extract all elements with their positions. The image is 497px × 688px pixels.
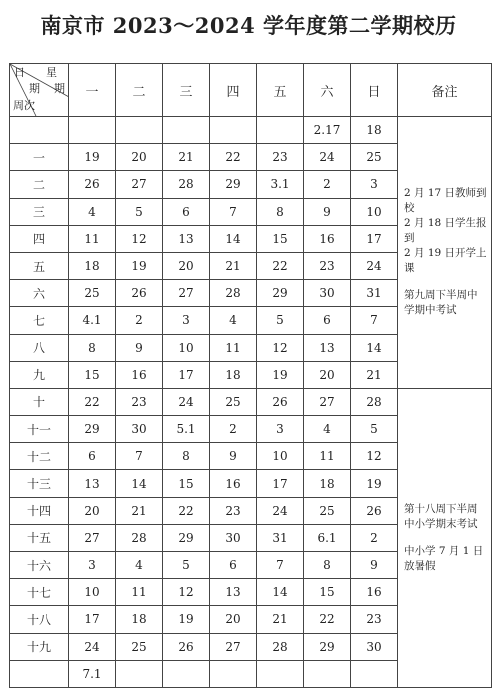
day-cell: 29: [210, 171, 257, 198]
day-cell: 23: [116, 388, 163, 415]
day-cell: 7.1: [69, 660, 116, 687]
week-number: 十六: [10, 552, 69, 579]
day-cell: 11: [69, 225, 116, 252]
day-cell: 2.17: [304, 117, 351, 144]
day-cell: 21: [210, 252, 257, 279]
day-cell: 25: [116, 633, 163, 660]
day-cell: 29: [69, 416, 116, 443]
remarks-first-half: [398, 117, 492, 389]
day-cell: 28: [210, 280, 257, 307]
week-number: 十七: [10, 579, 69, 606]
header-remarks: 备注: [398, 64, 492, 117]
day-cell: 16: [351, 579, 398, 606]
day-cell: 22: [163, 497, 210, 524]
day-cell: 28: [116, 524, 163, 551]
day-cell: 12: [116, 225, 163, 252]
day-cell: 14: [210, 225, 257, 252]
header-row: [10, 64, 492, 117]
day-cell: 29: [304, 633, 351, 660]
day-cell: 4: [69, 198, 116, 225]
day-cell: 4: [304, 416, 351, 443]
header-sat: 六: [304, 64, 351, 117]
day-cell: 18: [351, 117, 398, 144]
day-cell: 29: [257, 280, 304, 307]
remark-teacher-arrival: 2 月 17 日教师到校: [404, 187, 487, 215]
day-cell: 12: [351, 443, 398, 470]
day-cell: 13: [210, 579, 257, 606]
day-cell: 20: [69, 497, 116, 524]
day-cell: 27: [163, 280, 210, 307]
day-cell: 30: [116, 416, 163, 443]
week-number: 十: [10, 388, 69, 415]
day-cell: 19: [257, 361, 304, 388]
day-cell: 13: [304, 334, 351, 361]
day-cell: 22: [257, 252, 304, 279]
day-cell: 25: [304, 497, 351, 524]
day-cell: 6.1: [304, 524, 351, 551]
day-cell: 15: [304, 579, 351, 606]
header-wed: 三: [163, 64, 210, 117]
day-cell: [116, 117, 163, 144]
day-cell: 7: [257, 552, 304, 579]
day-cell: 25: [69, 280, 116, 307]
day-cell: 5: [351, 416, 398, 443]
corner-label-ri: 日: [14, 66, 25, 79]
day-cell: [304, 660, 351, 687]
day-cell: 25: [210, 388, 257, 415]
day-cell: 6: [69, 443, 116, 470]
day-cell: 26: [116, 280, 163, 307]
day-cell: 6: [210, 552, 257, 579]
corner-cell: [10, 64, 69, 117]
day-cell: [163, 117, 210, 144]
week-number: 十三: [10, 470, 69, 497]
day-cell: [116, 660, 163, 687]
day-cell: 29: [163, 524, 210, 551]
corner-label-xing: 星: [46, 66, 57, 79]
week-number: 十一: [10, 416, 69, 443]
day-cell: 21: [351, 361, 398, 388]
header-mon: 一: [69, 64, 116, 117]
day-cell: 7: [351, 307, 398, 334]
day-cell: 10: [257, 443, 304, 470]
day-cell: 14: [116, 470, 163, 497]
day-cell: 7: [210, 198, 257, 225]
header-fri: 五: [257, 64, 304, 117]
day-cell: [257, 117, 304, 144]
day-cell: 17: [351, 225, 398, 252]
day-cell: 10: [163, 334, 210, 361]
week-number: 三: [10, 198, 69, 225]
day-cell: 15: [69, 361, 116, 388]
day-cell: 28: [257, 633, 304, 660]
day-cell: 12: [257, 334, 304, 361]
day-cell: [210, 660, 257, 687]
day-cell: 15: [163, 470, 210, 497]
day-cell: 16: [304, 225, 351, 252]
day-cell: 30: [351, 633, 398, 660]
day-cell: 7: [116, 443, 163, 470]
day-cell: 26: [257, 388, 304, 415]
day-cell: [163, 660, 210, 687]
week-number: 十五: [10, 524, 69, 551]
day-cell: 9: [210, 443, 257, 470]
day-cell: 23: [351, 606, 398, 633]
day-cell: 19: [116, 252, 163, 279]
week-number: 四: [10, 225, 69, 252]
calendar-table: [9, 63, 492, 688]
day-cell: 19: [69, 144, 116, 171]
week-number: 二: [10, 171, 69, 198]
day-cell: 25: [351, 144, 398, 171]
day-cell: 5.1: [163, 416, 210, 443]
remark-summer-break: 中小学 7 月 1 日放暑假: [404, 544, 484, 572]
day-cell: 24: [304, 144, 351, 171]
day-cell: 17: [69, 606, 116, 633]
day-cell: 8: [163, 443, 210, 470]
day-cell: 3.1: [257, 171, 304, 198]
week-number: [10, 117, 69, 144]
day-cell: 20: [210, 606, 257, 633]
day-cell: 11: [210, 334, 257, 361]
day-cell: 23: [210, 497, 257, 524]
day-cell: 24: [69, 633, 116, 660]
day-cell: 20: [163, 252, 210, 279]
day-cell: 22: [304, 606, 351, 633]
remark-classes-start: 2 月 19 日开学上课: [404, 247, 487, 275]
day-cell: 30: [304, 280, 351, 307]
day-cell: 19: [163, 606, 210, 633]
day-cell: 13: [163, 225, 210, 252]
day-cell: 2: [351, 524, 398, 551]
day-cell: 26: [163, 633, 210, 660]
day-cell: 24: [163, 388, 210, 415]
day-cell: 3: [69, 552, 116, 579]
remark-midterm-exam: 第九周下半周中学期中考试: [404, 289, 478, 317]
day-cell: 16: [116, 361, 163, 388]
week-row: [10, 388, 492, 415]
day-cell: 24: [257, 497, 304, 524]
day-cell: 21: [116, 497, 163, 524]
day-cell: [257, 660, 304, 687]
header-thu: 四: [210, 64, 257, 117]
day-cell: 10: [69, 579, 116, 606]
day-cell: 28: [351, 388, 398, 415]
week-number: 九: [10, 361, 69, 388]
week-number: 十二: [10, 443, 69, 470]
page-title: 南京市 2023～2024 学年度第二学期校历: [40, 13, 457, 38]
remark-final-exam: 第十八周下半周中小学期末考试: [404, 502, 478, 530]
week-number: 十八: [10, 606, 69, 633]
day-cell: 27: [69, 524, 116, 551]
week-row: [10, 117, 492, 144]
day-cell: 9: [304, 198, 351, 225]
week-number: 一: [10, 144, 69, 171]
day-cell: 3: [163, 307, 210, 334]
day-cell: 8: [257, 198, 304, 225]
day-cell: 22: [69, 388, 116, 415]
week-number: [10, 660, 69, 687]
day-cell: 14: [257, 579, 304, 606]
day-cell: 8: [69, 334, 116, 361]
day-cell: 27: [304, 388, 351, 415]
day-cell: 9: [116, 334, 163, 361]
day-cell: [210, 117, 257, 144]
week-number: 十九: [10, 633, 69, 660]
corner-label-qi1: 期: [29, 82, 40, 95]
day-cell: 31: [351, 280, 398, 307]
corner-label-qi2: 期: [54, 82, 65, 95]
day-cell: 13: [69, 470, 116, 497]
day-cell: 12: [163, 579, 210, 606]
day-cell: 4: [210, 307, 257, 334]
day-cell: 21: [257, 606, 304, 633]
remark-student-registration: 2 月 18 日学生报到: [404, 217, 487, 245]
week-number: 六: [10, 280, 69, 307]
week-number: 十四: [10, 497, 69, 524]
day-cell: 6: [304, 307, 351, 334]
remarks-second-half: [398, 388, 492, 687]
day-cell: 17: [257, 470, 304, 497]
header-tue: 二: [116, 64, 163, 117]
day-cell: 2: [304, 171, 351, 198]
header-sun: 日: [351, 64, 398, 117]
day-cell: 14: [351, 334, 398, 361]
day-cell: 11: [116, 579, 163, 606]
day-cell: 18: [116, 606, 163, 633]
day-cell: 23: [304, 252, 351, 279]
day-cell: 5: [116, 198, 163, 225]
day-cell: 4.1: [69, 307, 116, 334]
day-cell: 21: [163, 144, 210, 171]
day-cell: 18: [210, 361, 257, 388]
day-cell: [351, 660, 398, 687]
day-cell: 3: [257, 416, 304, 443]
day-cell: 3: [351, 171, 398, 198]
day-cell: 18: [304, 470, 351, 497]
day-cell: 17: [163, 361, 210, 388]
day-cell: 2: [210, 416, 257, 443]
day-cell: 4: [116, 552, 163, 579]
day-cell: 5: [257, 307, 304, 334]
day-cell: 30: [210, 524, 257, 551]
day-cell: 10: [351, 198, 398, 225]
day-cell: 20: [116, 144, 163, 171]
day-cell: 26: [69, 171, 116, 198]
day-cell: 16: [210, 470, 257, 497]
day-cell: 31: [257, 524, 304, 551]
day-cell: 26: [351, 497, 398, 524]
day-cell: 19: [351, 470, 398, 497]
day-cell: [69, 117, 116, 144]
day-cell: 27: [210, 633, 257, 660]
day-cell: 2: [116, 307, 163, 334]
day-cell: 22: [210, 144, 257, 171]
corner-label-zhouci: 周次: [13, 99, 35, 112]
day-cell: 24: [351, 252, 398, 279]
day-cell: 27: [116, 171, 163, 198]
day-cell: 5: [163, 552, 210, 579]
day-cell: 11: [304, 443, 351, 470]
day-cell: 18: [69, 252, 116, 279]
day-cell: 8: [304, 552, 351, 579]
day-cell: 9: [351, 552, 398, 579]
day-cell: 23: [257, 144, 304, 171]
day-cell: 28: [163, 171, 210, 198]
week-number: 五: [10, 252, 69, 279]
week-number: 八: [10, 334, 69, 361]
day-cell: 6: [163, 198, 210, 225]
day-cell: 20: [304, 361, 351, 388]
week-number: 七: [10, 307, 69, 334]
day-cell: 15: [257, 225, 304, 252]
